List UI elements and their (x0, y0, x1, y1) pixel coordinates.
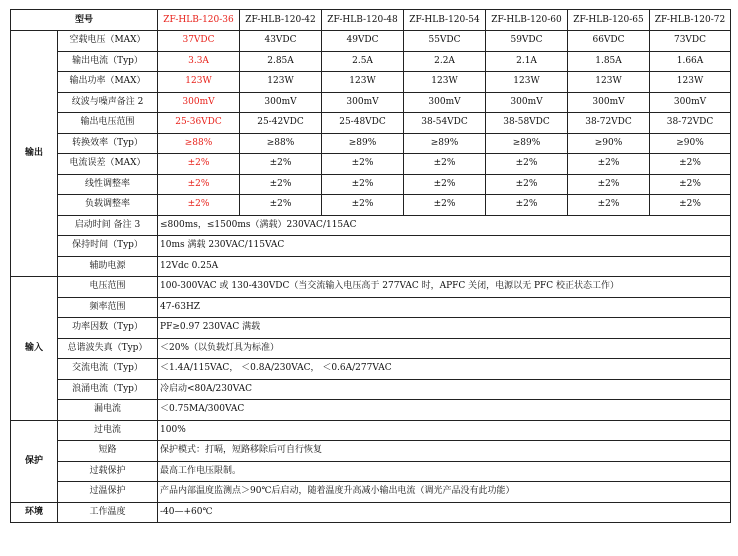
cell-value: 300mV (486, 92, 568, 113)
model-name: ZF-HLB-120-54 (404, 10, 486, 31)
cell-value: 55VDC (404, 31, 486, 52)
row-label: 总谐波失真（Typ） (58, 338, 158, 359)
table-row (11, 400, 731, 421)
table-row (11, 154, 731, 175)
cell-value: ±2% (404, 195, 486, 216)
row-label: 电压范围 (58, 277, 158, 298)
table-row (11, 236, 731, 257)
cell-value: ±2% (240, 195, 322, 216)
row-value: 冷启动<80A/230VAC (158, 379, 731, 400)
cell-value: 300mV (240, 92, 322, 113)
row-value: 最高工作电压限制。 (158, 461, 731, 482)
cell-value: ≥89% (322, 133, 404, 154)
cell-value: 1.85A (568, 51, 650, 72)
table-row (11, 174, 731, 195)
cell-value: 123W (158, 72, 240, 93)
row-value: 47-63HZ (158, 297, 731, 318)
row-label: 线性调整率 (58, 174, 158, 195)
cell-value: 25-42VDC (240, 113, 322, 134)
table-row (11, 256, 731, 277)
cell-value: 38-72VDC (568, 113, 650, 134)
row-label: 保持时间（Typ） (58, 236, 158, 257)
cell-value: 43VDC (240, 31, 322, 52)
section-env: 环境 (11, 502, 58, 523)
model-title: 型号 (11, 10, 158, 31)
cell-value: ≥90% (568, 133, 650, 154)
table-row (11, 420, 731, 441)
row-label: 工作温度 (58, 502, 158, 523)
cell-value: ≥90% (650, 133, 731, 154)
row-label: 过载保护 (58, 461, 158, 482)
cell-value: 2.2A (404, 51, 486, 72)
row-value: 保护模式：打嗝，短路移除后可自行恢复 (158, 441, 731, 462)
cell-value: ±2% (404, 174, 486, 195)
cell-value: 123W (240, 72, 322, 93)
row-label: 空载电压（MAX） (58, 31, 158, 52)
section-protect: 保护 (11, 420, 58, 502)
row-label: 交流电流（Typ） (58, 359, 158, 380)
model-name: ZF-HLB-120-65 (568, 10, 650, 31)
row-value: ＜20%（以负载灯具为标准） (158, 338, 731, 359)
cell-value: ±2% (404, 154, 486, 175)
row-label: 启动时间 备注 3 (58, 215, 158, 236)
table-row (11, 338, 731, 359)
row-label: 负载调整率 (58, 195, 158, 216)
table-row (11, 195, 731, 216)
row-label: 辅助电源 (58, 256, 158, 277)
cell-value: 2.85A (240, 51, 322, 72)
cell-value: 123W (486, 72, 568, 93)
row-label: 浪涌电流（Typ） (58, 379, 158, 400)
row-label: 过温保护 (58, 482, 158, 503)
cell-value: ±2% (322, 195, 404, 216)
row-value: ＜1.4A/115VAC， ＜0.8A/230VAC， ＜0.6A/277VAC (158, 359, 731, 380)
spec-table (10, 9, 731, 523)
table-row (11, 113, 731, 134)
table-row (11, 359, 731, 380)
table-row (11, 277, 731, 298)
cell-value: ±2% (650, 154, 731, 175)
cell-value: 2.1A (486, 51, 568, 72)
row-label: 短路 (58, 441, 158, 462)
cell-value: ±2% (486, 154, 568, 175)
table-row (11, 461, 731, 482)
cell-value: ±2% (322, 154, 404, 175)
cell-value: ≥88% (240, 133, 322, 154)
row-label: 漏电流 (58, 400, 158, 421)
cell-value: 123W (404, 72, 486, 93)
row-value: 12Vdc 0.25A (158, 256, 731, 277)
cell-value: 123W (650, 72, 731, 93)
row-value: 产品内部温度监测点＞90℃后启动，随着温度升高减小输出电流（调光产品没有此功能） (158, 482, 731, 503)
row-label: 转换效率（Typ） (58, 133, 158, 154)
table-row (11, 441, 731, 462)
cell-value: 59VDC (486, 31, 568, 52)
model-name: ZF-HLB-120-36 (158, 10, 240, 31)
table-row (11, 31, 731, 52)
table-row (11, 502, 731, 523)
cell-value: 73VDC (650, 31, 731, 52)
table-row (11, 92, 731, 113)
table-row (11, 379, 731, 400)
cell-value: 38-72VDC (650, 113, 731, 134)
cell-value: 49VDC (322, 31, 404, 52)
cell-value: 123W (568, 72, 650, 93)
row-label: 输出电流（Typ） (58, 51, 158, 72)
table-row (11, 51, 731, 72)
cell-value: ±2% (158, 174, 240, 195)
cell-value: 1.66A (650, 51, 731, 72)
cell-value: 300mV (568, 92, 650, 113)
cell-value: ±2% (158, 154, 240, 175)
cell-value: 300mV (404, 92, 486, 113)
row-label: 功率因数（Typ） (58, 318, 158, 339)
row-value: ≤800ms，≤1500ms（满载）230VAC/115AC (158, 215, 731, 236)
table-row (11, 318, 731, 339)
model-name: ZF-HLB-120-48 (322, 10, 404, 31)
cell-value: ±2% (568, 174, 650, 195)
cell-value: 300mV (322, 92, 404, 113)
cell-value: ±2% (650, 174, 731, 195)
cell-value: 123W (322, 72, 404, 93)
cell-value: ≥89% (486, 133, 568, 154)
row-value: -40—+60℃ (158, 502, 731, 523)
cell-value: 25-36VDC (158, 113, 240, 134)
row-label: 输出电压范围 (58, 113, 158, 134)
cell-value: 300mV (650, 92, 731, 113)
row-label: 输出功率（MAX） (58, 72, 158, 93)
row-value: 10ms 满载 230VAC/115VAC (158, 236, 731, 257)
cell-value: 38-58VDC (486, 113, 568, 134)
cell-value: 37VDC (158, 31, 240, 52)
row-value: ＜0.75MA/300VAC (158, 400, 731, 421)
row-value: 100-300VAC 或 130-430VDC（当交流输入电压高于 277VAC 时，APFC 关闭，电源以无 PFC 校正状态工作） (158, 277, 731, 298)
row-label: 纹波与噪声备注 2 (58, 92, 158, 113)
row-label: 电流误差（MAX） (58, 154, 158, 175)
cell-value: 25-48VDC (322, 113, 404, 134)
table-row (11, 297, 731, 318)
cell-value: 66VDC (568, 31, 650, 52)
cell-value: 3.3A (158, 51, 240, 72)
cell-value: 300mV (158, 92, 240, 113)
cell-value: 38-54VDC (404, 113, 486, 134)
section-output: 输出 (11, 31, 58, 277)
cell-value: ±2% (650, 195, 731, 216)
cell-value: ±2% (486, 195, 568, 216)
cell-value: 2.5A (322, 51, 404, 72)
header-row (11, 10, 731, 31)
cell-value: ±2% (568, 195, 650, 216)
model-name: ZF-HLB-120-42 (240, 10, 322, 31)
cell-value: ±2% (240, 174, 322, 195)
table-row (11, 215, 731, 236)
row-label: 过电流 (58, 420, 158, 441)
section-input: 输入 (11, 277, 58, 421)
row-value: 100% (158, 420, 731, 441)
cell-value: ±2% (568, 154, 650, 175)
model-name: ZF-HLB-120-72 (650, 10, 731, 31)
cell-value: ≥88% (158, 133, 240, 154)
cell-value: ±2% (158, 195, 240, 216)
model-name: ZF-HLB-120-60 (486, 10, 568, 31)
table-row (11, 482, 731, 503)
cell-value: ≥89% (404, 133, 486, 154)
table-row (11, 133, 731, 154)
cell-value: ±2% (240, 154, 322, 175)
row-value: PF≥0.97 230VAC 满载 (158, 318, 731, 339)
cell-value: ±2% (322, 174, 404, 195)
table-row (11, 72, 731, 93)
row-label: 频率范围 (58, 297, 158, 318)
cell-value: ±2% (486, 174, 568, 195)
